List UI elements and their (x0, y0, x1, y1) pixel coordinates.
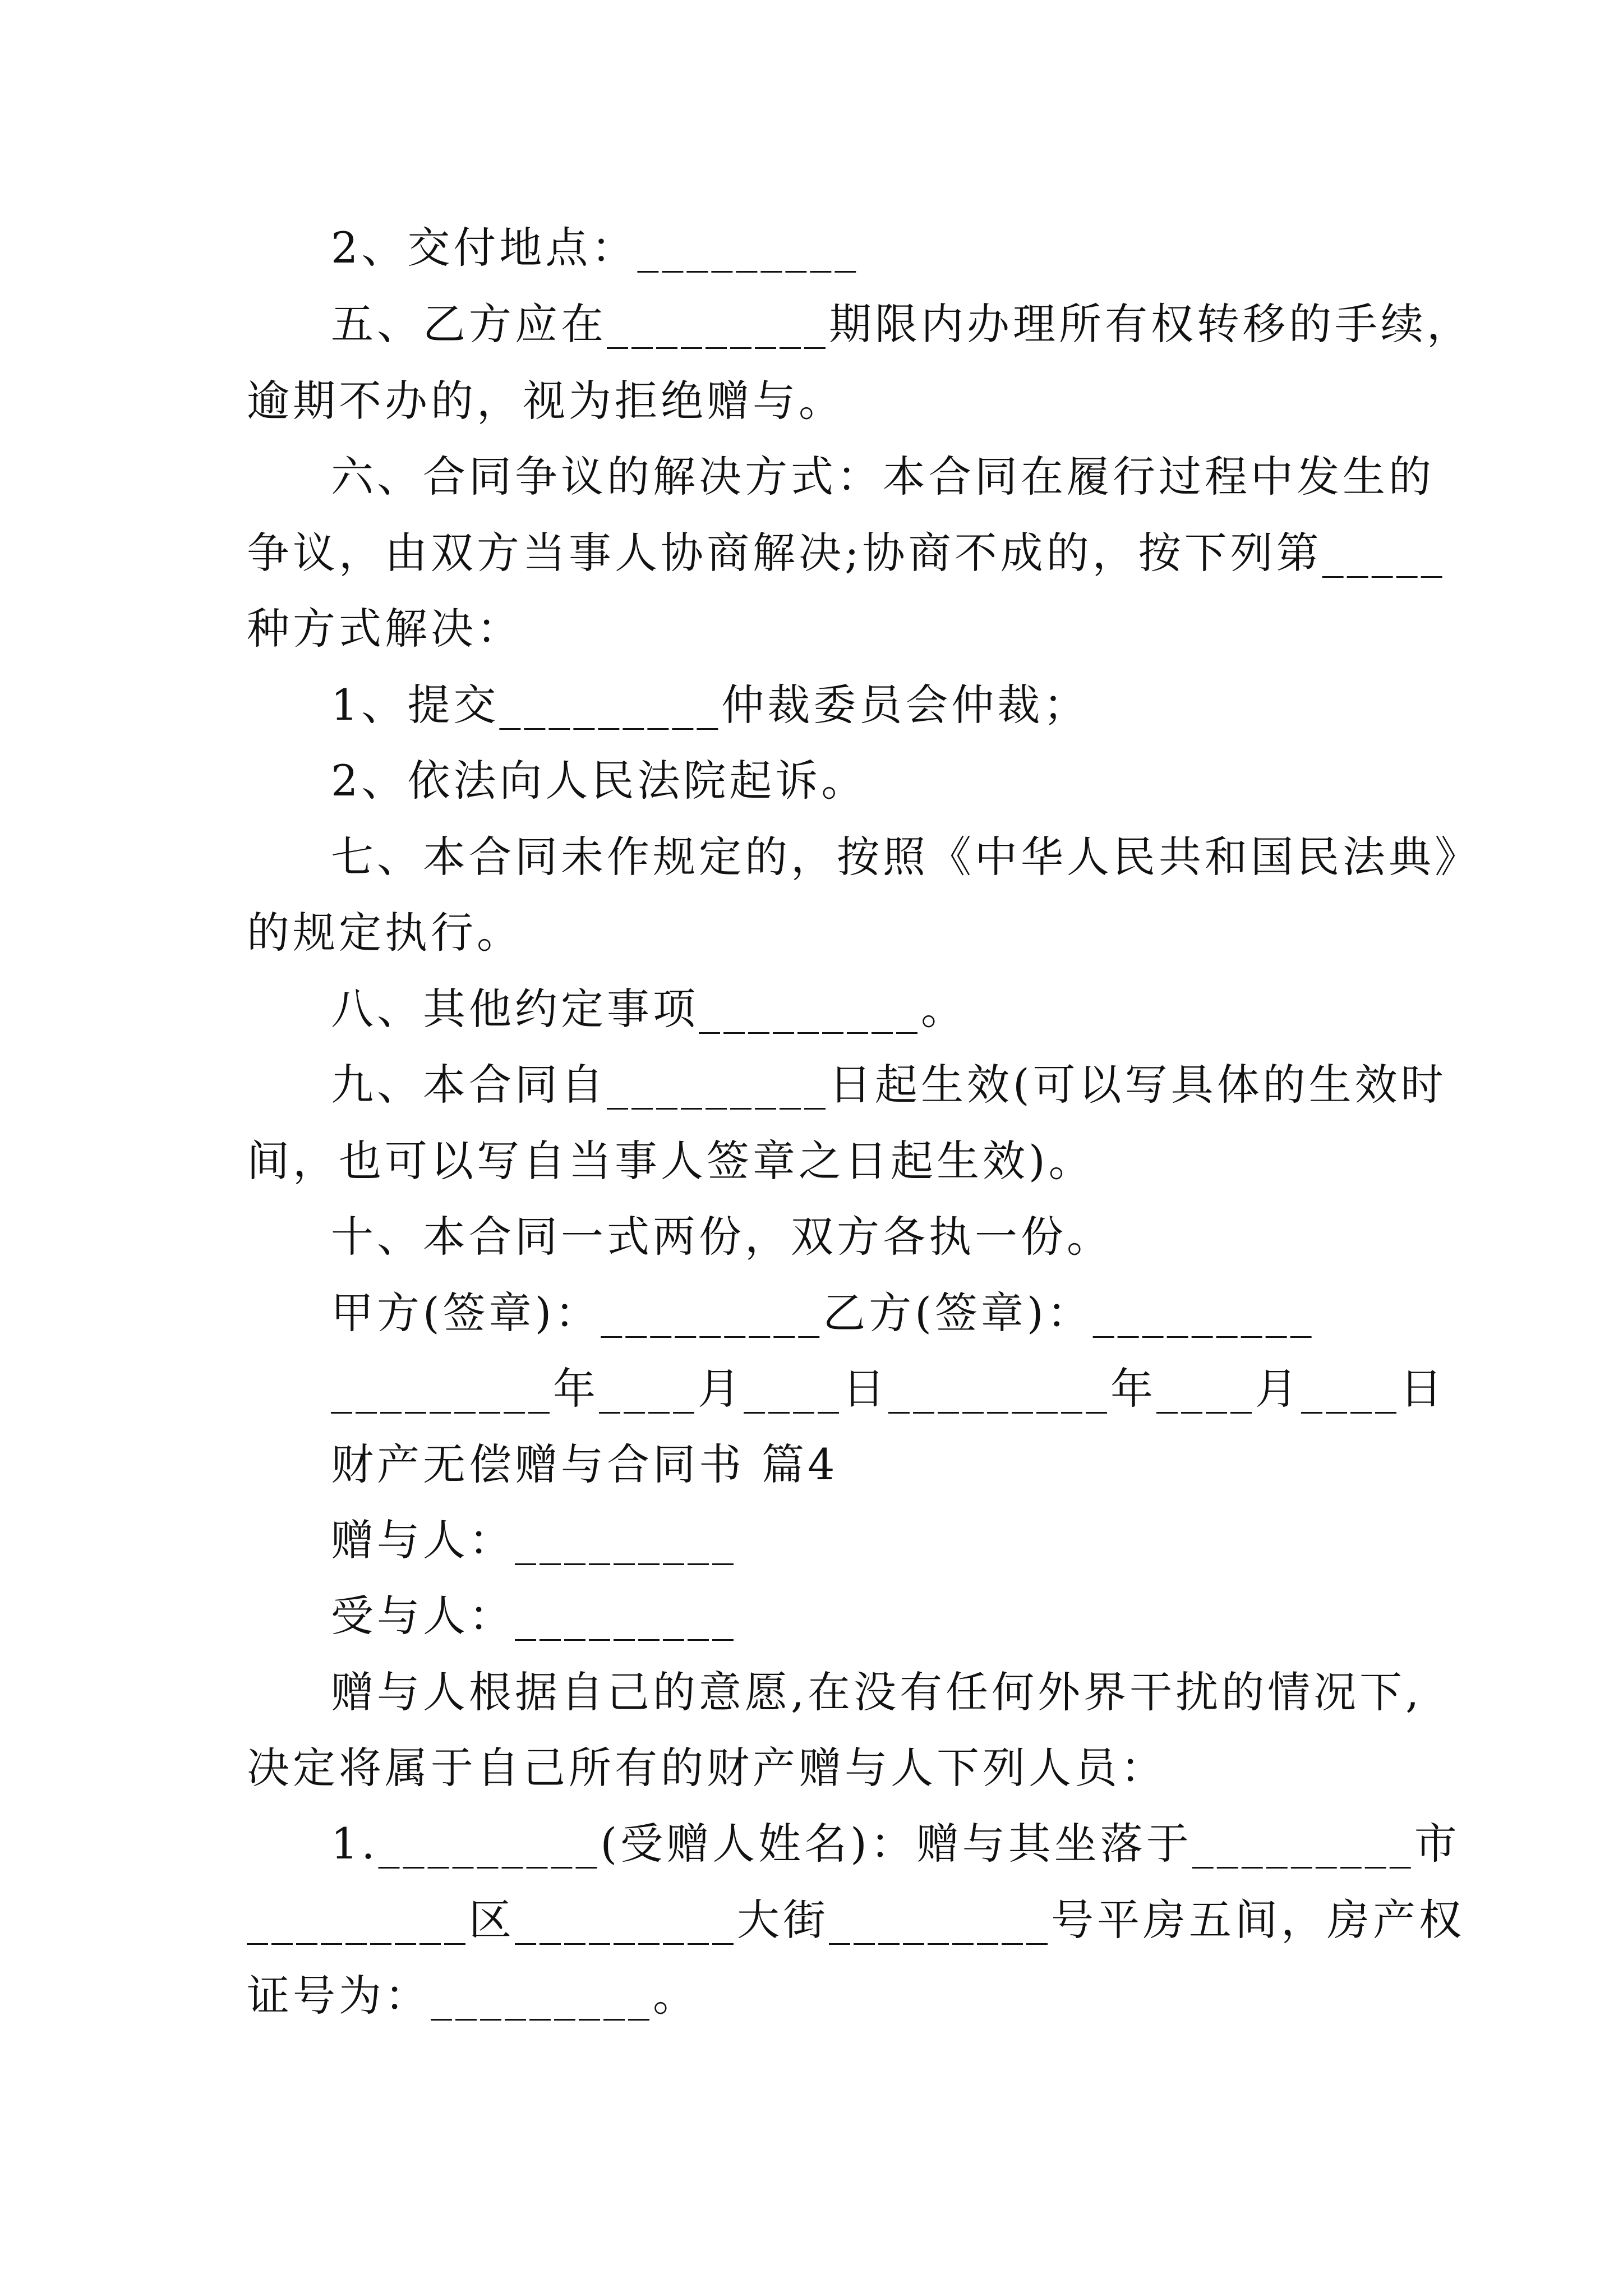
property-line-2: _________区_________大街_________号平房五间，房产权 (247, 1895, 1465, 1945)
signature-line: 甲方(签章)：_________乙方(签章)：_________ (331, 1288, 1315, 1338)
arbitration-option-line: 1、提交_________仲裁委员会仲裁； (331, 680, 1090, 730)
clause-five-line-1: 五、乙方应在_________期限内办理所有权转移的手续， (331, 299, 1473, 349)
clause-six-line-2: 争议，由双方当事人协商解决;协商不成的，按下列第_____ (247, 528, 1446, 578)
clause-ten-line: 十、本合同一式两份，双方各执一份。 (331, 1212, 1113, 1262)
clause-six-line-1: 六、合同争议的解决方式：本合同在履行过程中发生的 (331, 452, 1435, 501)
property-line-3: 证号为：_________。 (247, 1971, 699, 2021)
property-line-1: 1._________(受赠人姓名)：赠与其坐落于_________市 (331, 1819, 1460, 1869)
date-line: _________年____月____日_________年____月____日 (331, 1364, 1446, 1414)
donor-line: 赠与人：_________ (331, 1515, 737, 1565)
donation-intent-line-1: 赠与人根据自己的意愿,在没有任何外界干扰的情况下, (331, 1667, 1423, 1717)
clause-nine-line-2: 间，也可以写自当事人签章之日起生效)。 (247, 1136, 1095, 1186)
donation-intent-line-2: 决定将属于自己所有的财产赠与人下列人员： (247, 1743, 1166, 1793)
clause-six-line-3: 种方式解决： (247, 604, 523, 654)
clause-nine-line-1: 九、本合同自_________日起生效(可以写具体的生效时 (331, 1060, 1447, 1110)
delivery-location-line: 2、交付地点：_________ (331, 223, 860, 273)
clause-five-line-2: 逾期不办的，视为拒绝赠与。 (247, 376, 845, 426)
clause-eight-line: 八、其他约定事项_________。 (331, 984, 967, 1034)
recipient-line: 受与人：_________ (331, 1591, 737, 1641)
section-heading: 财产无偿赠与合同书 篇4 (331, 1439, 838, 1489)
clause-seven-line-2: 的规定执行。 (247, 908, 523, 958)
clause-seven-line-1: 七、本合同未作规定的，按照《中华人民共和国民法典》 (331, 832, 1481, 882)
litigation-option-line: 2、依法向人民法院起诉。 (331, 756, 868, 806)
